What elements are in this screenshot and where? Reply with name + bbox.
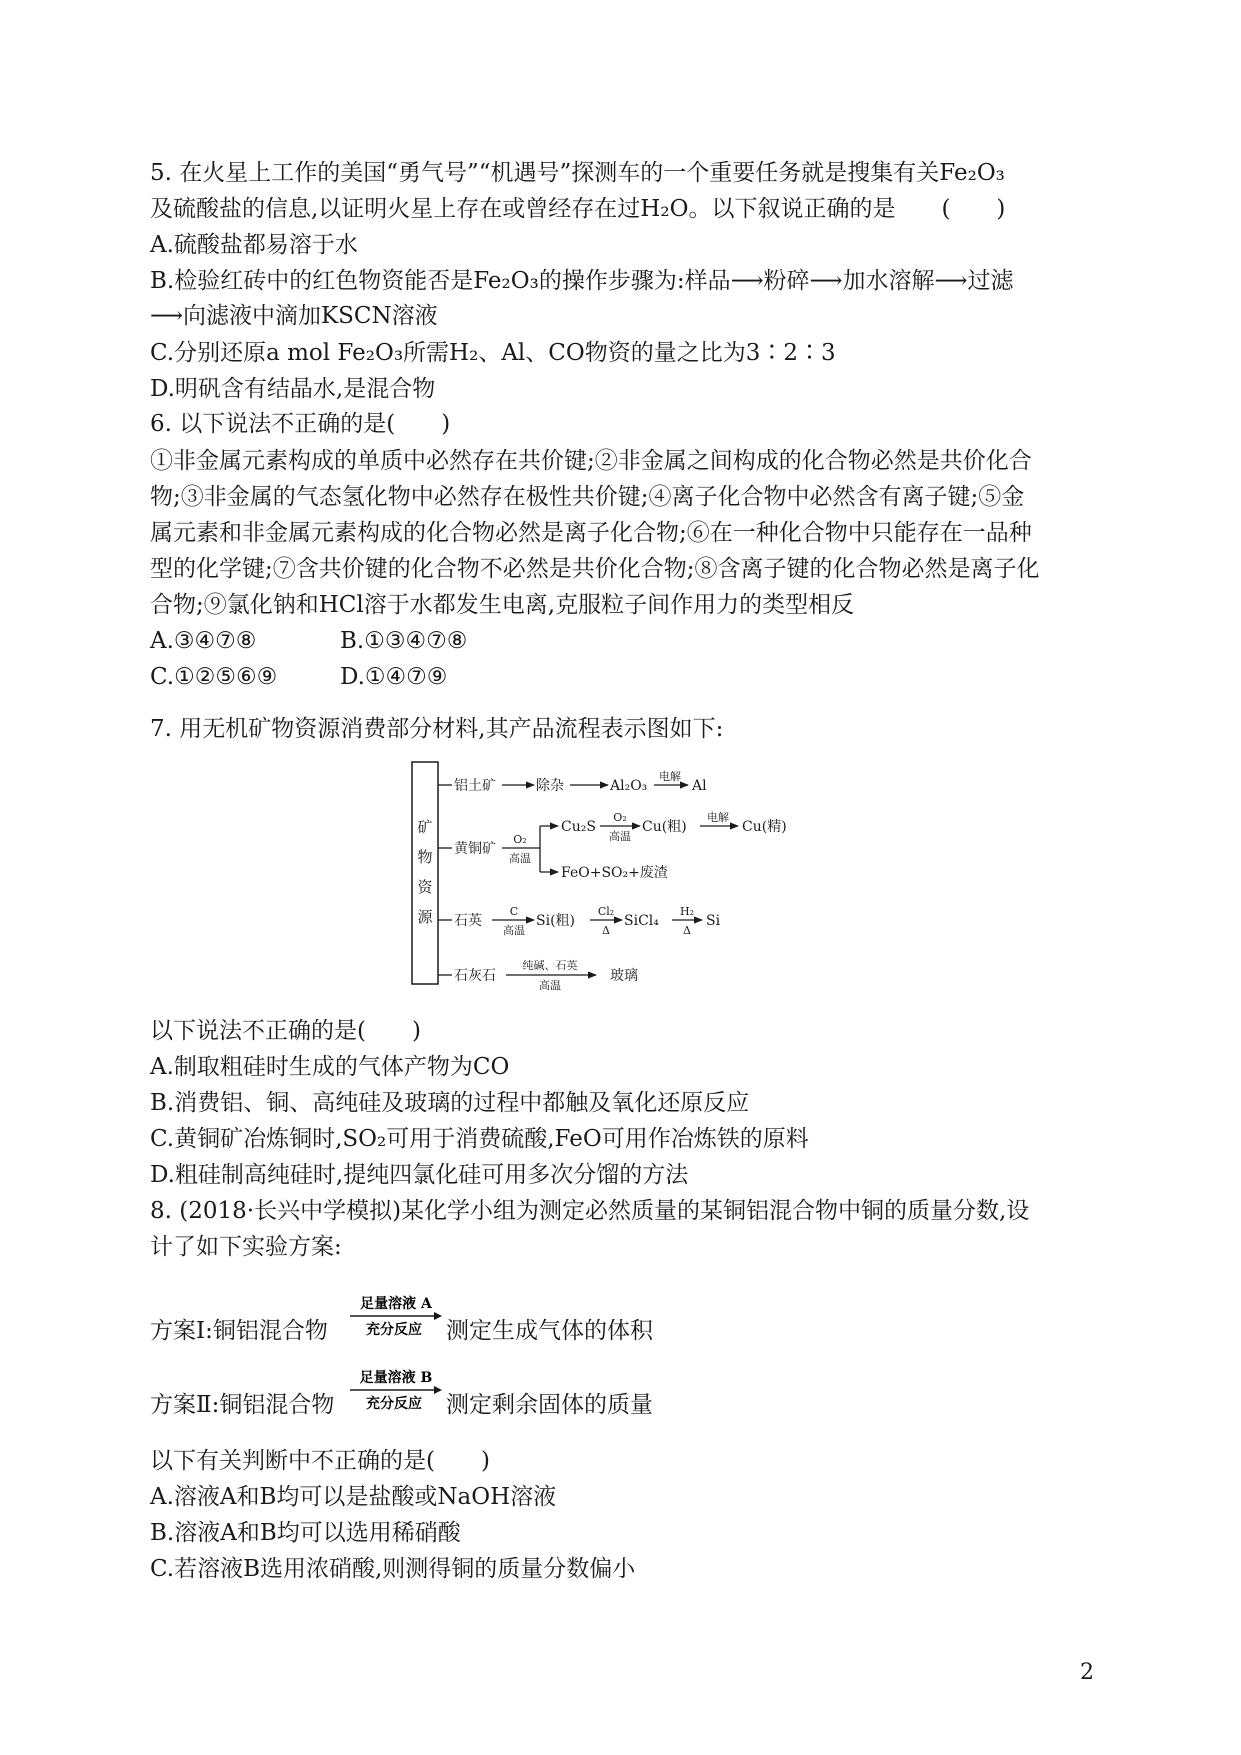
q6-stem-line-1: 6. 以下说法不正确的是( )	[150, 411, 451, 437]
scheme-1-prefix: 方案Ⅰ:铜铝混合物	[150, 1318, 328, 1344]
r2-cond2-bottom: 高温	[609, 830, 631, 843]
r3-cond2-top: Cl₂	[597, 905, 615, 918]
r4-cond-top: 纯碱、石英	[522, 959, 578, 972]
q7-stem-line-1: 7. 用无机矿物资源消费部分材料,其产品流程表示图如下:	[150, 716, 724, 742]
scheme-2-result: 测定剩余固体的质量	[446, 1392, 653, 1418]
side-char-2: 物	[417, 848, 433, 866]
r1-condition: 电解	[659, 770, 681, 783]
r2-up1: Cu₂S	[561, 819, 596, 835]
q7-option-b: B.消费铝、铜、高纯硅及玻璃的过程中都触及氧化还原反应	[150, 1090, 750, 1116]
q5-option-b-line-1: B.检验红砖中的红色物资能否是Fe₂O₃的操作步骤为:样品⟶粉碎⟶加水溶解⟶过滤	[150, 268, 1014, 294]
scheme-2-arrow-bottom: 充分反应	[366, 1396, 422, 1412]
q8-option-c: C.若溶液B选用浓硝酸,则测得铜的质量分数偏小	[150, 1556, 636, 1582]
r2-down: FeO+SO₂+废渣	[561, 865, 668, 881]
r1-step2: 除杂	[536, 778, 564, 794]
scheme-1-result: 测定生成气体的体积	[446, 1318, 653, 1344]
resource-box	[412, 762, 438, 984]
r2-up2: Cu(粗)	[642, 819, 687, 835]
q8-option-b: B.溶液A和B均可以选用稀硝酸	[150, 1520, 461, 1546]
q5-option-c: C.分别还原a mol Fe₂O₃所需H₂、Al、CO物资的量之比为3∶2∶3	[150, 340, 836, 366]
r4-start: 石灰石	[454, 968, 496, 984]
q6-option-a: A.③④⑦⑧	[150, 628, 257, 654]
r2-cond1-bottom: 高温	[509, 852, 531, 865]
q6-option-b: B.①③④⑦⑧	[340, 628, 468, 654]
r3-step2: Si(粗)	[536, 913, 575, 929]
q8-option-a: A.溶液A和B均可以是盐酸或NaOH溶液	[150, 1484, 557, 1510]
q8-stem-line-3: 以下有关判断中不正确的是( )	[150, 1448, 490, 1474]
q8-stem-line-2: 计了如下实验方案:	[150, 1234, 342, 1260]
q6-option-c: C.①②⑤⑥⑨	[150, 664, 278, 690]
r3-cond1-bottom: 高温	[503, 924, 525, 937]
q5-option-d: D.明矾含有结晶水,是混合物	[150, 376, 436, 402]
side-char-1: 矿	[417, 818, 433, 836]
q6-stem-line-2: ①非金属元素构成的单质中必然存在共价键;②非金属之间构成的化合物必然是共价化合	[150, 448, 1032, 474]
q5-option-b-line-2: ⟶向滤液中滴加KSCN溶液	[150, 303, 438, 329]
q6-stem-line-3: 物;③非金属的气态氢化物中必然存在极性共价键;④离子化合物中必然含有离子键;⑤金	[150, 484, 1025, 510]
q6-stem-line-5: 型的化学键;⑦含共价键的化合物不必然是共价化合物;⑧含离子键的化合物必然是离子化	[150, 556, 1040, 582]
r3-step3: SiCl₄	[624, 913, 659, 929]
q6-stem-line-6: 合物;⑨氯化钠和HCl溶于水都发生电离,克服粒子间作用力的类型相反	[150, 592, 855, 618]
r4-end: 玻璃	[610, 968, 638, 984]
q5-stem-line-2: 及硫酸盐的信息,以证明火星上存在或曾经存在过H₂O。以下叙说正确的是 ( )	[150, 196, 1006, 222]
r3-cond1-top: C	[509, 905, 519, 918]
scheme-2-arrow-top: 足量溶液 B	[359, 1370, 433, 1386]
r4-cond-bottom: 高温	[539, 979, 561, 990]
r1-start: 铝土矿	[454, 778, 496, 794]
q5-option-a: A.硫酸盐都易溶于水	[150, 232, 358, 258]
q6-option-d: D.①④⑦⑨	[340, 664, 448, 690]
q7-option-a: A.制取粗硅时生成的气体产物为CO	[150, 1054, 510, 1080]
side-char-3: 资	[417, 878, 433, 896]
r3-start: 石英	[454, 913, 482, 929]
r1-end: Al	[692, 778, 707, 794]
r3-cond2-bottom: Δ	[602, 924, 610, 937]
q5-stem-line-1: 5. 在火星上工作的美国“勇气号”“机遇号”探测车的一个重要任务就是搜集有关Fe₂O₃	[150, 160, 1005, 186]
r2-up3: Cu(精)	[742, 819, 787, 835]
q7-option-c: C.黄铜矿冶炼铜时,SO₂可用于消费硫酸,FeO可用作冶炼铁的原料	[150, 1126, 809, 1152]
scheme-1-arrow-top: 足量溶液 A	[360, 1296, 432, 1312]
scheme-1-arrow-bottom: 充分反应	[366, 1322, 422, 1338]
r2-cond2-top: O₂	[613, 811, 627, 824]
q7-option-d: D.粗硅制高纯硅时,提纯四氯化硅可用多次分馏的方法	[150, 1162, 689, 1188]
q7-stem-line-2: 以下说法不正确的是( )	[150, 1018, 421, 1044]
scheme-2-prefix: 方案Ⅱ:铜铝混合物	[150, 1392, 335, 1418]
q8-stem-line-1: 8. (2018·长兴中学模拟)某化学小组为测定必然质量的某铜铝混合物中铜的质量分数,设	[150, 1198, 1030, 1224]
page-number: 2	[1080, 1660, 1094, 1685]
r3-cond3-top: H₂	[679, 905, 695, 918]
mineral-flow-diagram	[410, 760, 850, 990]
r2-cond3-top: 电解	[707, 811, 729, 824]
r3-end: Si	[706, 913, 721, 929]
r3-cond3-bottom: Δ	[683, 924, 691, 937]
r1-step3: Al₂O₃	[610, 778, 648, 794]
side-char-4: 源	[417, 908, 433, 926]
r2-cond1-top: O₂	[513, 833, 527, 846]
r2-start: 黄铜矿	[454, 841, 496, 857]
q6-stem-line-4: 属元素和非金属元素构成的化合物必然是离子化合物;⑥在一种化合物中只能存在一品种	[150, 520, 1032, 546]
